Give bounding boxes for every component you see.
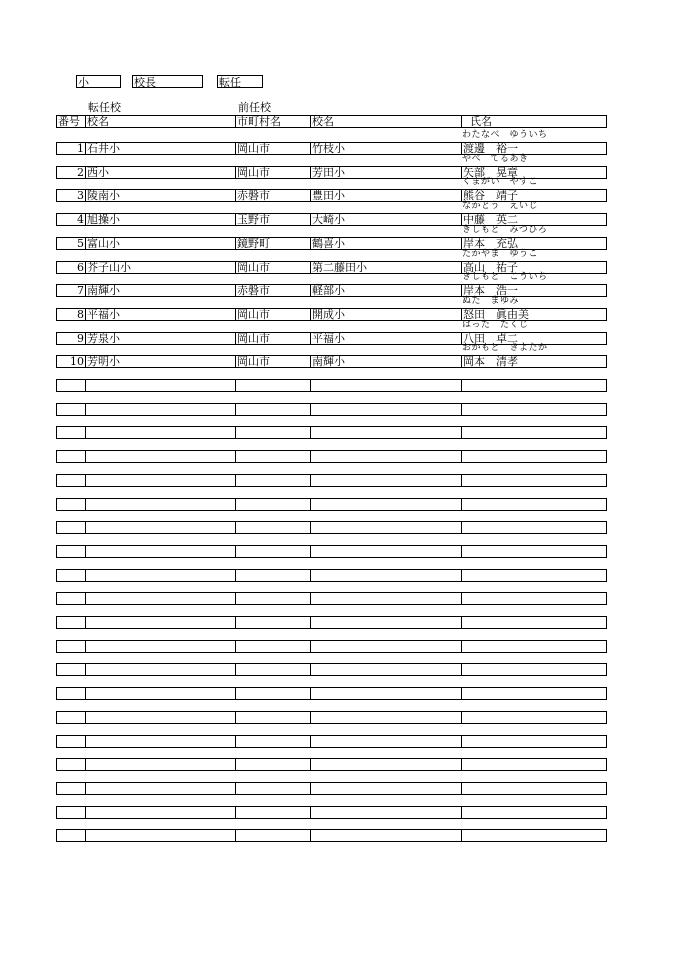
column-header-school-name: 校名	[85, 115, 236, 128]
cell-person-name: 岡本 清孝	[461, 355, 607, 368]
cell-number	[56, 545, 86, 558]
cell-person-name	[461, 498, 607, 511]
table-row	[56, 735, 607, 748]
cell-previous-school: 軽部小	[310, 284, 462, 297]
cell-number: 7	[56, 284, 86, 297]
cell-previous-school	[310, 498, 462, 511]
cell-number: 10	[56, 355, 86, 368]
table-row	[56, 663, 607, 676]
cell-previous-school: 平福小	[310, 332, 462, 345]
cell-municipality: 岡山市	[235, 261, 311, 274]
table-header	[56, 115, 607, 128]
cell-number	[56, 379, 86, 392]
column-header-person-name: 氏名	[461, 115, 607, 128]
cell-person-name: 八田 卓二	[461, 332, 607, 345]
cell-previous-school	[310, 735, 462, 748]
cell-municipality	[235, 829, 311, 842]
column-header-number: 番号	[56, 115, 86, 128]
cell-number	[56, 616, 86, 629]
cell-municipality: 赤磐市	[235, 189, 311, 202]
cell-number: 1	[56, 142, 86, 155]
cell-number: 3	[56, 189, 86, 202]
cell-school-name: 平福小	[85, 308, 236, 321]
cell-number	[56, 806, 86, 819]
name-reading: くまがい やすこ	[462, 177, 539, 187]
cell-school-name	[85, 450, 236, 463]
cell-previous-school	[310, 663, 462, 676]
cell-school-name	[85, 569, 236, 582]
cell-number	[56, 640, 86, 653]
cell-previous-school	[310, 592, 462, 605]
cell-number	[56, 711, 86, 724]
cell-municipality	[235, 663, 311, 676]
column-header-previous-school: 校名	[310, 115, 462, 128]
cell-municipality	[235, 806, 311, 819]
name-reading: はった たくじ	[462, 320, 529, 330]
cell-school-name: 西小	[85, 166, 236, 179]
cell-person-name: 矢部 晃章	[461, 166, 607, 179]
cell-municipality	[235, 569, 311, 582]
cell-person-name	[461, 569, 607, 582]
cell-previous-school	[310, 426, 462, 439]
previous-school-group-label: 前任校	[238, 101, 271, 114]
cell-municipality	[235, 379, 311, 392]
cell-municipality	[235, 426, 311, 439]
cell-school-name	[85, 545, 236, 558]
cell-person-name: 怒田 眞由美	[461, 308, 607, 321]
table-row	[56, 829, 607, 842]
cell-municipality	[235, 616, 311, 629]
cell-person-name	[461, 426, 607, 439]
cell-municipality	[235, 592, 311, 605]
cell-school-name	[85, 498, 236, 511]
table-row	[56, 403, 607, 416]
name-reading: ぬた まゆみ	[462, 296, 520, 306]
cell-municipality	[235, 711, 311, 724]
cell-person-name	[461, 806, 607, 819]
position-box: 校長	[132, 75, 203, 88]
cell-previous-school	[310, 474, 462, 487]
new-school-group-label: 転任校	[88, 101, 121, 114]
cell-previous-school: 豊田小	[310, 189, 462, 202]
cell-person-name	[461, 640, 607, 653]
cell-person-name	[461, 592, 607, 605]
cell-school-name	[85, 663, 236, 676]
cell-person-name: 岸本 充弘	[461, 237, 607, 250]
cell-school-name	[85, 829, 236, 842]
cell-number	[56, 498, 86, 511]
cell-school-name: 石井小	[85, 142, 236, 155]
table-row	[56, 592, 607, 605]
table-row	[56, 758, 607, 771]
cell-previous-school	[310, 829, 462, 842]
cell-person-name	[461, 782, 607, 795]
cell-previous-school	[310, 758, 462, 771]
table-row	[56, 545, 607, 558]
cell-person-name	[461, 687, 607, 700]
cell-municipality	[235, 545, 311, 558]
cell-school-name	[85, 403, 236, 416]
cell-person-name: 渡邊 裕一	[461, 142, 607, 155]
cell-municipality	[235, 640, 311, 653]
cell-municipality: 赤磐市	[235, 284, 311, 297]
school-type-box: 小	[76, 75, 121, 88]
cell-previous-school	[310, 782, 462, 795]
cell-school-name	[85, 592, 236, 605]
table-row	[56, 450, 607, 463]
cell-previous-school: 南輝小	[310, 355, 462, 368]
cell-municipality: 岡山市	[235, 166, 311, 179]
cell-number: 5	[56, 237, 86, 250]
cell-municipality	[235, 758, 311, 771]
cell-number	[56, 758, 86, 771]
table-row	[56, 284, 607, 297]
table-row	[56, 498, 607, 511]
cell-person-name: 熊谷 靖子	[461, 189, 607, 202]
cell-school-name	[85, 426, 236, 439]
cell-person-name	[461, 616, 607, 629]
table-row	[56, 474, 607, 487]
cell-number	[56, 450, 86, 463]
cell-previous-school	[310, 806, 462, 819]
cell-previous-school	[310, 616, 462, 629]
cell-previous-school: 鶴喜小	[310, 237, 462, 250]
cell-previous-school: 大崎小	[310, 213, 462, 226]
cell-number	[56, 569, 86, 582]
cell-school-name	[85, 687, 236, 700]
cell-school-name	[85, 711, 236, 724]
cell-person-name	[461, 450, 607, 463]
cell-number	[56, 521, 86, 534]
table-row	[56, 616, 607, 629]
cell-school-name: 旭操小	[85, 213, 236, 226]
cell-number	[56, 426, 86, 439]
cell-school-name: 南輝小	[85, 284, 236, 297]
cell-person-name	[461, 758, 607, 771]
name-reading: やべ てるあき	[462, 154, 529, 164]
cell-school-name	[85, 521, 236, 534]
table-row	[56, 426, 607, 439]
cell-school-name: 陵南小	[85, 189, 236, 202]
cell-previous-school	[310, 545, 462, 558]
cell-school-name	[85, 640, 236, 653]
cell-person-name	[461, 379, 607, 392]
change-type-box: 転任	[217, 75, 263, 88]
cell-person-name: 岸本 浩一	[461, 284, 607, 297]
cell-person-name	[461, 711, 607, 724]
cell-previous-school	[310, 450, 462, 463]
cell-person-name: 高山 祐子	[461, 261, 607, 274]
cell-school-name: 芥子山小	[85, 261, 236, 274]
table-row	[56, 711, 607, 724]
cell-municipality: 岡山市	[235, 355, 311, 368]
cell-municipality	[235, 474, 311, 487]
cell-number	[56, 829, 86, 842]
cell-person-name	[461, 474, 607, 487]
cell-person-name: 中藤 英二	[461, 213, 607, 226]
cell-previous-school: 芳田小	[310, 166, 462, 179]
cell-person-name	[461, 829, 607, 842]
column-header-municipality: 市町村名	[235, 115, 311, 128]
name-reading: わたなべ ゆういち	[462, 130, 548, 140]
table-row	[56, 569, 607, 582]
name-reading: きしもと みつひろ	[462, 225, 548, 235]
table-row	[56, 782, 607, 795]
name-reading: たかやま ゆうこ	[462, 249, 539, 259]
cell-person-name	[461, 521, 607, 534]
name-reading: なかとう えいじ	[462, 201, 539, 211]
cell-previous-school	[310, 687, 462, 700]
cell-number	[56, 403, 86, 416]
cell-previous-school	[310, 379, 462, 392]
cell-number: 2	[56, 166, 86, 179]
cell-municipality	[235, 403, 311, 416]
cell-school-name	[85, 616, 236, 629]
cell-previous-school: 第二藤田小	[310, 261, 462, 274]
cell-person-name	[461, 403, 607, 416]
cell-municipality: 玉野市	[235, 213, 311, 226]
table-row	[56, 687, 607, 700]
table-row	[56, 355, 607, 368]
cell-school-name: 芳明小	[85, 355, 236, 368]
cell-municipality: 岡山市	[235, 308, 311, 321]
cell-person-name	[461, 663, 607, 676]
cell-number	[56, 782, 86, 795]
cell-number: 6	[56, 261, 86, 274]
cell-previous-school	[310, 569, 462, 582]
cell-number	[56, 474, 86, 487]
table-row	[56, 379, 607, 392]
cell-previous-school	[310, 640, 462, 653]
cell-municipality	[235, 450, 311, 463]
cell-school-name: 芳泉小	[85, 332, 236, 345]
cell-municipality	[235, 782, 311, 795]
cell-municipality	[235, 687, 311, 700]
cell-person-name	[461, 545, 607, 558]
cell-previous-school	[310, 711, 462, 724]
cell-school-name	[85, 806, 236, 819]
cell-number: 9	[56, 332, 86, 345]
name-reading: おかもと きよたか	[462, 343, 548, 353]
cell-number	[56, 687, 86, 700]
cell-previous-school	[310, 521, 462, 534]
cell-school-name	[85, 782, 236, 795]
cell-school-name	[85, 474, 236, 487]
cell-municipality	[235, 735, 311, 748]
cell-municipality: 鏡野町	[235, 237, 311, 250]
name-reading: きしもと こういち	[462, 272, 548, 282]
cell-municipality	[235, 521, 311, 534]
cell-municipality: 岡山市	[235, 332, 311, 345]
cell-person-name	[461, 735, 607, 748]
cell-number: 8	[56, 308, 86, 321]
cell-school-name	[85, 735, 236, 748]
cell-school-name	[85, 758, 236, 771]
table-row	[56, 806, 607, 819]
cell-number	[56, 592, 86, 605]
cell-number	[56, 735, 86, 748]
cell-school-name: 富山小	[85, 237, 236, 250]
cell-number: 4	[56, 213, 86, 226]
cell-previous-school	[310, 403, 462, 416]
cell-school-name	[85, 379, 236, 392]
table-row	[56, 640, 607, 653]
table-row	[56, 521, 607, 534]
cell-municipality	[235, 498, 311, 511]
cell-municipality: 岡山市	[235, 142, 311, 155]
cell-previous-school: 竹枝小	[310, 142, 462, 155]
cell-number	[56, 663, 86, 676]
cell-previous-school: 開成小	[310, 308, 462, 321]
